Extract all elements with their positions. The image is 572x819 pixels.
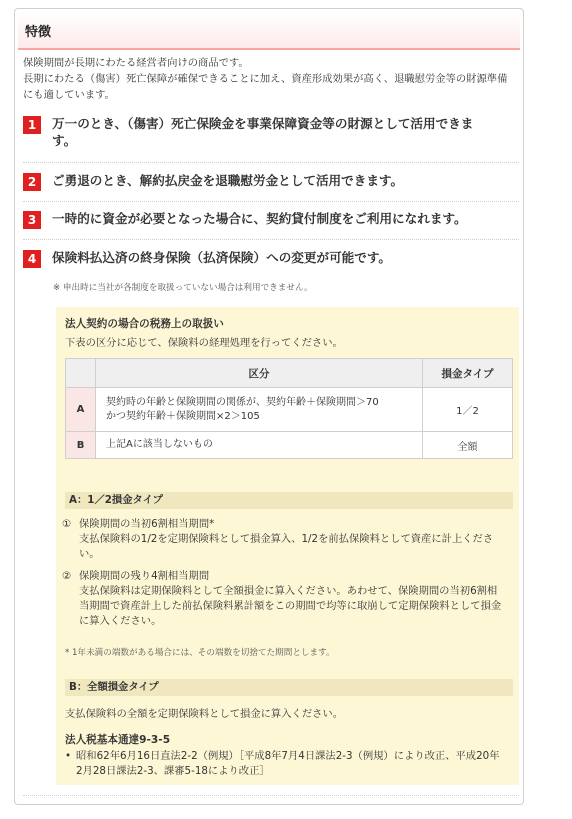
item-marker: ① xyxy=(62,518,72,530)
item-line: 当期間で資産計上した前払保険料累計額をこの期間で均等に取崩して定期保険料として損金 xyxy=(79,600,502,612)
section-a-title: A：1／2損金タイプ xyxy=(65,492,513,509)
item-body xyxy=(79,569,512,629)
tax-table xyxy=(65,358,513,459)
divider xyxy=(23,239,519,240)
feature-number-badge: 2 xyxy=(23,173,41,191)
section-a-footnote: * 1年未満の端数がある場合には、その端数を切捨てた期間とします。 xyxy=(65,648,335,658)
item-line: い。 xyxy=(79,548,100,560)
law-reference-title: 法人税基本通達9-3-5 xyxy=(65,734,171,746)
section-b-description: 支払保険料の全額を定期保険料として損金に算入ください。 xyxy=(65,708,344,720)
feature-text-line: 万一のとき、（傷害）死亡保険金を事業保障資金等の財源として活用できま xyxy=(52,116,474,131)
card-title: 特徴 xyxy=(25,25,52,40)
law-reference-text xyxy=(76,749,513,779)
intro-line: 長期にわたる（傷害）死亡保障が確保できることに加え、資産形成効果が高く、退職慰労金等の財源準備 xyxy=(23,73,508,85)
feature-text: 保険料払込済の終身保険（払済保険）への変更が可能です。 xyxy=(52,250,392,265)
feature-number-badge: 3 xyxy=(23,211,41,229)
row-label: B xyxy=(66,432,96,459)
section-b-title: B：全額損金タイプ xyxy=(65,679,513,696)
tax-treatment-box xyxy=(56,307,519,785)
intro-text xyxy=(23,55,519,103)
feature-number-badge: 4 xyxy=(23,250,41,268)
feature-text: 一時的に資金が必要となった場合に、契約貸付制度をご利用になれます。 xyxy=(52,211,467,226)
item-line: 支払保険料の1/2を定期保険料として損金算入、1/2を前払保険料として資産に計上くださ xyxy=(79,533,494,545)
item-line: 保険期間の当初6割相当期間* xyxy=(79,518,215,530)
features-card xyxy=(14,8,524,805)
feature-item-1 xyxy=(23,115,519,149)
table-header-type: 損金タイプ xyxy=(423,359,513,388)
feature-item-3 xyxy=(23,210,519,227)
item-line: に算入ください。 xyxy=(79,615,162,627)
intro-line: 保険期間が長期にわたる経営者向けの商品です。 xyxy=(23,57,249,69)
intro-line: にも適しています。 xyxy=(23,89,115,101)
feature-number-badge: 1 xyxy=(23,116,41,134)
row-label: A xyxy=(66,388,96,432)
row-kubun: 上記Aに該当しないもの xyxy=(96,432,423,459)
availability-note: ※ 申出時に当社が各制度を取扱っていない場合は利用できません。 xyxy=(53,283,313,293)
row-type: 1／2 xyxy=(423,388,513,432)
table-row xyxy=(66,432,513,459)
law-line: 昭和62年6月16日直法2-2（例規）［平成8年7月4日課法2-3（例規）により改正、平成20年 xyxy=(76,750,500,762)
item-line: 支払保険料は定期保険料として全額損金に算入ください。あわせて、保険期間の当初6割相 xyxy=(79,585,498,597)
divider xyxy=(23,162,519,163)
kubun-line: 契約時の年齢と保険期間の関係が、契約年齢＋保険期間＞70 xyxy=(106,396,379,408)
tax-title: 法人契約の場合の税務上の取扱い xyxy=(65,318,224,330)
tax-description: 下表の区分に応じて、保険料の経理処理を行ってください。 xyxy=(65,337,343,349)
table-header-cell xyxy=(66,359,96,388)
table-header-row xyxy=(66,359,513,388)
row-kubun xyxy=(96,388,423,432)
item-marker: ② xyxy=(62,570,72,582)
feature-item-4 xyxy=(23,249,519,266)
card-header xyxy=(18,12,520,50)
feature-text xyxy=(52,115,519,149)
divider xyxy=(23,795,519,796)
section-a-item-1 xyxy=(62,517,512,562)
divider xyxy=(23,201,519,202)
table-row xyxy=(66,388,513,432)
feature-item-2 xyxy=(23,172,519,189)
section-a-item-2 xyxy=(62,569,512,629)
row-type: 全額 xyxy=(423,432,513,459)
law-reference-item xyxy=(65,749,513,779)
table-header-kubun: 区分 xyxy=(96,359,423,388)
law-line: 2月28日課法2-3、課審5-18により改正］ xyxy=(76,765,270,777)
feature-text: ご勇退のとき、解約払戻金を退職慰労金として活用できます。 xyxy=(52,173,404,188)
kubun-line: かつ契約年齢＋保険期間×2＞105 xyxy=(106,410,260,422)
bullet-icon: • xyxy=(65,750,72,762)
item-body xyxy=(79,517,512,562)
feature-text-line: す。 xyxy=(52,133,77,148)
item-line: 保険期間の残り4割相当期間 xyxy=(79,570,210,582)
